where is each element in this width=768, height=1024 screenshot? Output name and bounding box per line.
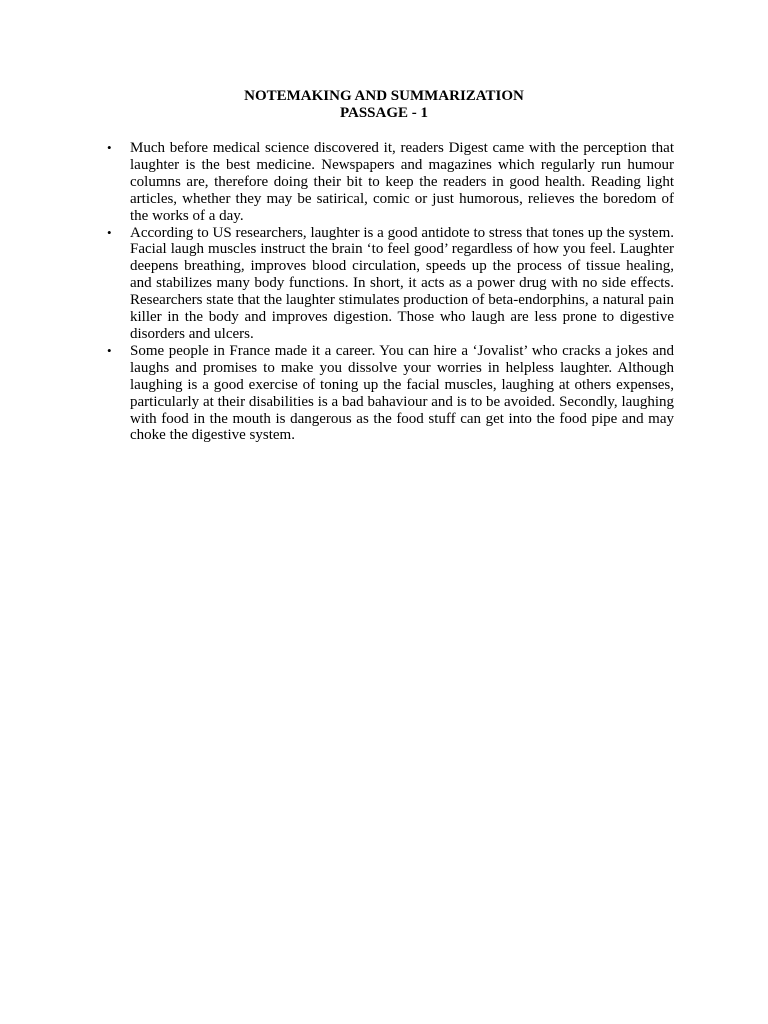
passage-paragraph-3 (104, 343, 674, 444)
paragraph-text: Some people in France made it a career. You can hire a ‘Jovalist’ who cracks a jokes and laughs and promises to make you dissolve your worries in helpless laughter. Although laughing is a good exercise of toning up the facial muscles, laughing at others expenses, particularly at their disabilities is a bad bahaviour and is to be avoided. Secondly, laughing with food in the mouth is dangerous as the food stuff can get into the food pipe and may choke the digestive system. (130, 342, 674, 444)
paragraph-text: Much before medical science discovered it, readers Digest came with the perception that laughter is the best medicine. Newspapers and magazines which regularly run humour columns are, therefore doing their bit to keep the readers in good health. Reading light articles, whether they may be satirical, comic or just humorous, relieves the boredom of the works of a day. (130, 140, 674, 224)
bullet-icon: • (107, 140, 112, 155)
passage-subtitle: PASSAGE - 1 (339, 105, 429, 121)
paragraph-text: According to US researchers, laughter is a good antidote to stress that tones up the system. Facial laugh muscles instruct the brain ‘to feel good’ regardless of how you feel. Laughter deepens breathing, improves blood circulation, speeds up the process of tissue healing, and stabilizes many body functions. In short, it acts as a power drug with no side effects. Researchers state that the laughter stimulates production of beta-endorphins, a natural pain killer in the body and improves digestion. Those who laugh are less prone to digestive disorders and ulcers. (130, 224, 674, 342)
bullet-icon: • (107, 224, 112, 240)
bullet-icon: • (107, 342, 112, 358)
document-title: NOTEMAKING AND SUMMARIZATION (244, 88, 524, 104)
passage-paragraph-2 (104, 225, 674, 343)
passage-paragraph-1 (104, 140, 674, 225)
passage-bullet-list (104, 140, 674, 444)
